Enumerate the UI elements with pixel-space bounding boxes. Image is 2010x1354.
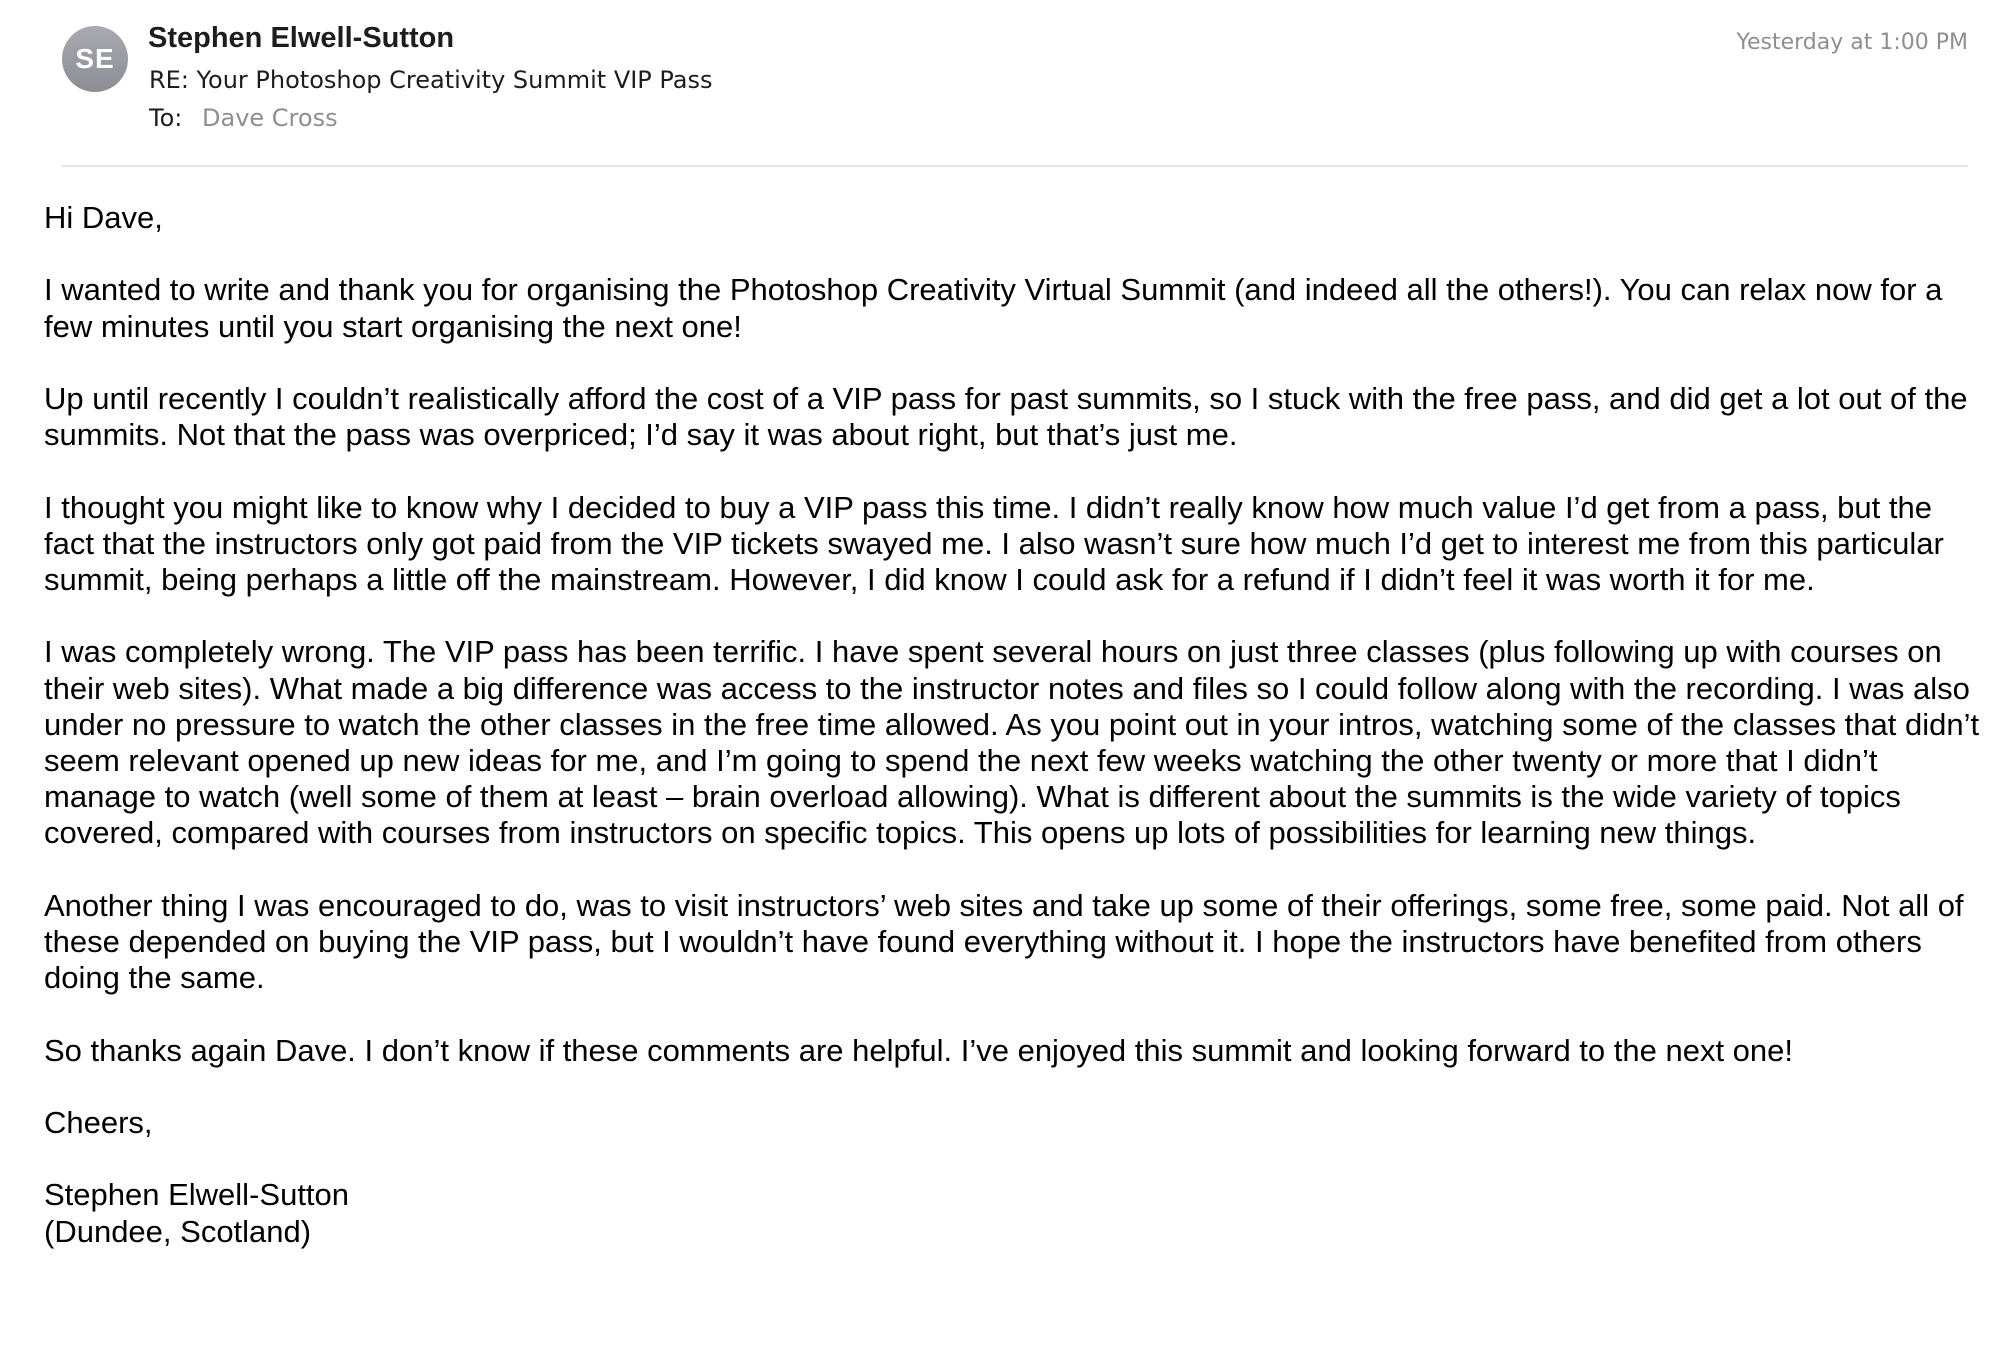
message-subject: RE: Your Photoshop Creativity Summit VIP Pass [149, 66, 713, 94]
signature-name: Stephen Elwell-Sutton [44, 1177, 350, 1213]
signature-location: (Dundee, Scotland) [44, 1213, 312, 1249]
header-divider [62, 165, 1968, 167]
signoff: Cheers, [44, 1104, 153, 1140]
body-paragraph-1: I wanted to write and thank you for organising the Photoshop Creativity Virtual Summit (and indeed all the others!). You can relax now for a few minutes until you start organising the next one! [44, 272, 1943, 344]
body-paragraph-2: Up until recently I couldn’t realistically afford the cost of a VIP pass for past summits, so I stuck with the free pass, and did get a lot out of the summits. Not that the pass was overpriced; I’d say it was about right, but that’s just me. [44, 380, 1968, 453]
body-paragraph-6: So thanks again Dave. I don’t know if these comments are helpful. I’ve enjoyed this summit and looking forward to the next one! [44, 1032, 1794, 1068]
body-paragraph-4: I was completely wrong. The VIP pass has been terrific. I have spent several hours on just three classes (plus following up with courses on their web sites). What made a big difference was access to the instructor notes and files so I could follow along with the recording. I was also under no pressure to watch the other classes in the free time allowed. As you point out in your intros, watching some of the classes that didn’t seem relevant opened up new ideas for me, and I’m going to spend the next few weeks watching the other twenty or more that I didn’t manage to watch (well some of them at least – brain overload allowing). What is different about the summits is the wide variety of topics covered, compared with courses from instructors on specific topics. This opens up lots of possibilities for learning new things. [44, 634, 1980, 851]
sender-name[interactable]: Stephen Elwell-Sutton [148, 22, 455, 54]
message-body [44, 200, 1984, 1250]
recipient-row [149, 104, 338, 132]
to-label: To: [149, 104, 183, 132]
message-timestamp: Yesterday at 1:00 PM [1736, 30, 1968, 55]
greeting: Hi Dave, [44, 200, 163, 235]
sender-avatar[interactable] [62, 26, 128, 92]
avatar-initials: SE [75, 43, 115, 74]
body-paragraph-5: Another thing I was encouraged to do, was to visit instructors’ web sites and take up some of their offerings, some free, some paid. Not all of these depended on buying the VIP pass, but I wouldn’t have found everything without it. I hope the instructors have benefited from others doing the same. [44, 887, 1964, 996]
body-paragraph-3: I thought you might like to know why I decided to buy a VIP pass this time. I didn’t really know how much value I’d get from a pass, but the fact that the instructors only got paid from the VIP tickets swayed me. I also wasn’t sure how much I’d get to interest me from this particular summit, being perhaps a little off the mainstream. However, I did know I could ask for a refund if I didn’t feel it was worth it for me. [44, 489, 1944, 597]
recipient-name[interactable]: Dave Cross [202, 104, 338, 132]
message-header [0, 0, 2010, 168]
